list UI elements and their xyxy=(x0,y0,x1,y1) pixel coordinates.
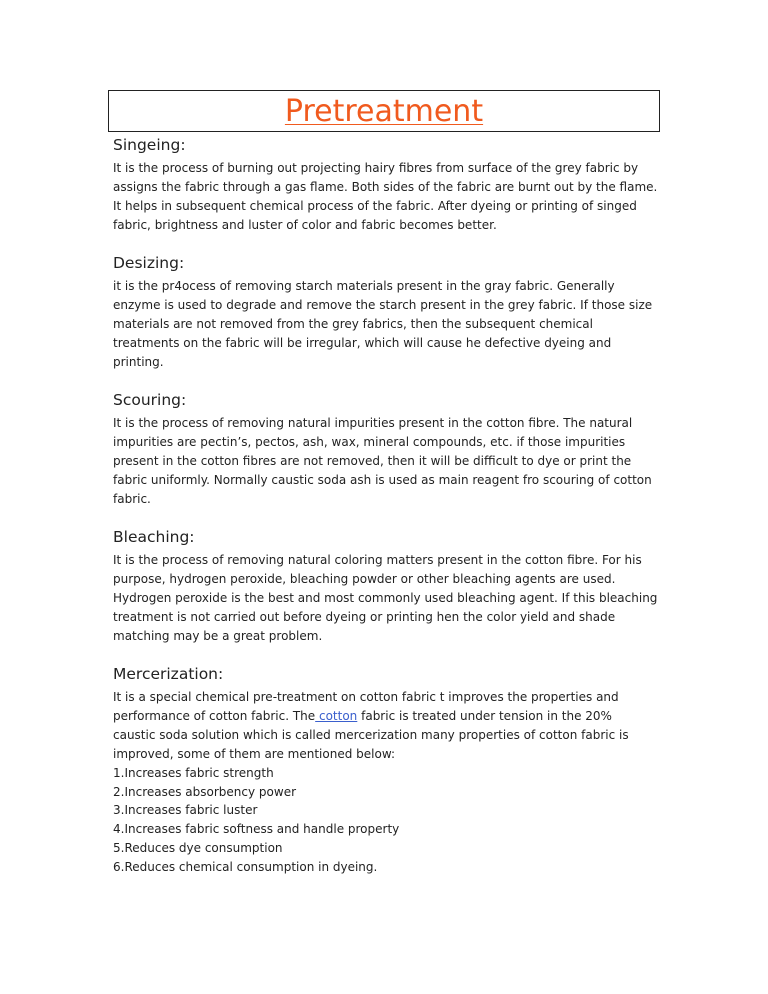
list-item: 4.Increases fabric softness and handle property xyxy=(113,822,400,837)
list-item: 2.Increases absorbency power xyxy=(113,784,297,799)
list-item: 5.Reduces dye consumption xyxy=(113,841,283,856)
section-heading: Desizing: xyxy=(113,254,185,272)
section-heading: Mercerization: xyxy=(113,665,224,683)
section-mercerization xyxy=(113,664,658,877)
title-box xyxy=(108,90,660,132)
paragraph-text: fabric is treated under tension in the 20% caustic soda solution which is called mercerization many properties of cotton fabric is improved, some of them are mentioned below: xyxy=(113,708,629,761)
section-heading: Scouring: xyxy=(113,391,187,409)
list-item: 1.Increases fabric strength xyxy=(113,765,274,780)
section-paragraph: It is the process of removing natural impurities present in the cotton fibre. The natural impurities are pectin’s, pectos, ash, wax, mineral compounds, etc. if those impurities present in the cotton fibres are not removed, then it will be difficult to dye or print the fabric uniformly. Normally caustic soda ash is used as main reagent fro scouring of cotton fabric. xyxy=(113,416,652,506)
cotton-link[interactable]: cotton xyxy=(315,708,358,723)
benefits-list xyxy=(113,764,658,877)
list-item: 6.Reduces chemical consumption in dyeing. xyxy=(113,860,378,875)
section-desizing xyxy=(113,253,658,372)
section-paragraph: it is the pr4ocess of removing starch materials present in the gray fabric. Generally enzyme is used to degrade and remove the starch present in the grey fabric. If those size materials are not removed from the grey fabrics, then the subsequent chemical treatments on the fabric will be irregular, which will cause he defective dyeing and printing. xyxy=(113,279,653,369)
section-heading: Singeing: xyxy=(113,136,186,154)
section-paragraph xyxy=(113,688,658,764)
section-scouring xyxy=(113,390,658,509)
list-item: 3.Increases fabric luster xyxy=(113,803,258,818)
page-title: Pretreatment xyxy=(284,94,484,129)
section-paragraph: It is the process of burning out projecting hairy fibres from surface of the grey fabric by assigns the fabric through a gas flame. Both sides of the fabric are burnt out by the flame. It helps in subsequent chemical process of the fabric. After dyeing or printing of singed fabric, brightness and luster of color and fabric becomes better. xyxy=(113,161,658,232)
section-paragraph: It is the process of removing natural coloring matters present in the cotton fibre. For his purpose, hydrogen peroxide, bleaching powder or other bleaching agents are used. Hydrogen peroxide is the best and most commonly used bleaching agent. If this bleaching treatment is not carried out before dyeing or printing hen the color yield and shade matching may be a great problem. xyxy=(113,553,658,643)
section-bleaching xyxy=(113,527,658,646)
paragraph-text: It is a special chemical pre-treatment on cotton fabric t improves the properties and performance of cotton fabric. The xyxy=(113,690,619,723)
section-heading: Bleaching: xyxy=(113,528,195,546)
section-singeing xyxy=(113,135,658,235)
